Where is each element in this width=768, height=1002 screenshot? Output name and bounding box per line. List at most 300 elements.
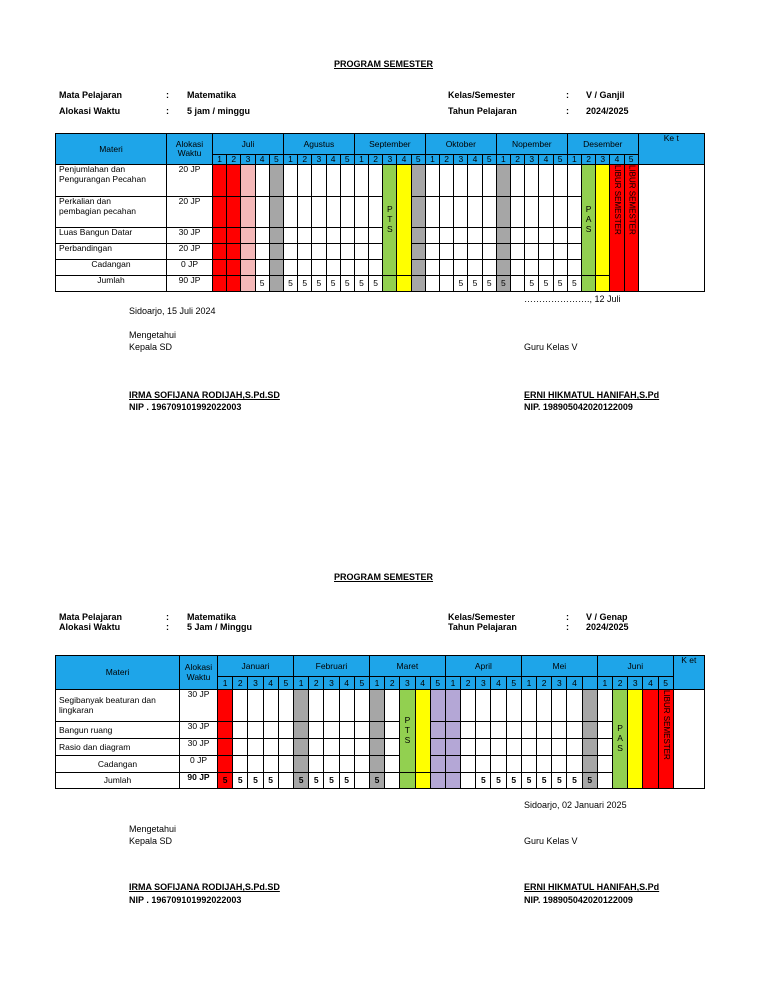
week-cell (339, 722, 354, 739)
week-total: 5 (298, 276, 312, 292)
week-cell (582, 690, 597, 722)
week-cell (269, 165, 283, 197)
week-header: 1 (496, 155, 510, 165)
kepala-nip: NIP . 196709101992022003 (129, 895, 242, 905)
week-header: 1 (521, 677, 536, 690)
month-header: Nopember (496, 134, 567, 155)
week-cell (298, 244, 312, 260)
week-header: 1 (445, 677, 460, 690)
week-cell (385, 756, 400, 773)
mapel-value: Matematika (187, 90, 237, 100)
materi-line: Perkalian dan (59, 196, 111, 206)
week-cell (312, 197, 326, 228)
week-cell (482, 260, 496, 276)
week-cell (567, 739, 582, 756)
week-cell (255, 197, 269, 228)
week-cell (454, 228, 468, 244)
week-cell (445, 722, 460, 739)
week-cell (227, 244, 241, 260)
week-cell (263, 739, 278, 756)
week-total (383, 276, 397, 292)
guru-name: ERNI HIKMATUL HANIFAH,S.Pd (524, 882, 660, 892)
week-cell (309, 722, 324, 739)
place-date: Sidoarjo, 15 Juli 2024 (129, 306, 216, 316)
week-cell (454, 244, 468, 260)
week-cell (510, 197, 524, 228)
week-cell (294, 690, 309, 722)
week-cell (369, 197, 383, 228)
week-cell (294, 722, 309, 739)
week-cell (461, 690, 476, 722)
week-cell (213, 228, 227, 244)
week-header: 1 (218, 677, 233, 690)
week-header: 1 (283, 155, 297, 165)
week-cell (227, 197, 241, 228)
week-total: 5 (283, 276, 297, 292)
tahun-value: 2024/2025 (586, 106, 629, 116)
week-header: 2 (385, 677, 400, 690)
week-header: 4 (255, 155, 269, 165)
date-right: …………………., 12 Juli (524, 294, 621, 304)
week-cell (233, 739, 248, 756)
week-total (400, 773, 415, 789)
week-total: 5 (324, 773, 339, 789)
header-alokasi: Alokasi Waktu (167, 134, 213, 165)
week-cell (506, 722, 521, 739)
week-total: 5 (369, 276, 383, 292)
week-cell (440, 244, 454, 260)
week-cell (227, 260, 241, 276)
week-cell (553, 197, 567, 228)
week-header: 5 (658, 677, 673, 690)
week-cell (213, 260, 227, 276)
week-cell (425, 244, 439, 260)
week-cell (454, 197, 468, 228)
kelas-label: Kelas/Semester (448, 612, 516, 622)
week-total: 5 (525, 276, 539, 292)
week-header: 2 (298, 155, 312, 165)
week-cell (425, 165, 439, 197)
libur-block (610, 165, 624, 292)
materi-cell (56, 165, 167, 197)
kelas-value: V / Genap (586, 612, 628, 622)
colon: : (566, 622, 569, 632)
week-cell (553, 244, 567, 260)
week-cell (510, 244, 524, 260)
week-total (597, 773, 612, 789)
week-cell (269, 260, 283, 276)
schedule-table (55, 133, 705, 292)
week-cell (248, 722, 263, 739)
week-total (411, 276, 425, 292)
week-header: 1 (369, 677, 384, 690)
week-cell (582, 739, 597, 756)
week-total (213, 276, 227, 292)
week-cell (263, 756, 278, 773)
week-cell (326, 165, 340, 197)
alokasi-cell: 90 JP (167, 276, 213, 292)
page-title: PROGRAM SEMESTER (334, 572, 434, 582)
week-cell (283, 165, 297, 197)
week-cell (510, 165, 524, 197)
alokasi-cell: 20 JP (167, 165, 213, 197)
week-cell (354, 739, 369, 756)
week-header: 3 (248, 677, 263, 690)
week-total (397, 276, 411, 292)
week-cell (552, 739, 567, 756)
month-header: Maret (369, 656, 445, 677)
week-cell (553, 228, 567, 244)
week-total: 5 (248, 773, 263, 789)
kepala-title: Kepala SD (129, 836, 173, 846)
week-cell (597, 739, 612, 756)
week-header: 3 (454, 155, 468, 165)
pts-block-label: P T S (387, 204, 393, 234)
mengetahui: Mengetahui (129, 824, 177, 834)
week-cell (440, 197, 454, 228)
week-cell (539, 165, 553, 197)
week-total (415, 773, 430, 789)
materi-cell: Cadangan (56, 756, 180, 773)
week-cell (491, 756, 506, 773)
week-total: 5 (369, 773, 384, 789)
week-header: 3 (383, 155, 397, 165)
week-header: 5 (430, 677, 445, 690)
materi-line: Pengurangan Pecahan (59, 173, 146, 184)
week-cell (521, 756, 536, 773)
week-header: 2 (537, 677, 552, 690)
week-header: 5 (553, 155, 567, 165)
week-header: 3 (241, 155, 255, 165)
week-cell (461, 722, 476, 739)
alokasi-cell: 30 JP (180, 739, 218, 756)
week-total: 5 (537, 773, 552, 789)
week-header: 3 (476, 677, 491, 690)
kepala-title: Kepala SD (129, 342, 173, 352)
week-cell (248, 690, 263, 722)
week-header: 3 (552, 677, 567, 690)
alokasi-value: 5 Jam / Minggu (187, 622, 253, 632)
header-alokasi: Alokasi Waktu (180, 656, 218, 690)
week-total (354, 773, 369, 789)
week-cell (597, 756, 612, 773)
week-cell (496, 228, 510, 244)
week-cell (354, 244, 368, 260)
month-header: Januari (218, 656, 294, 677)
week-cell (582, 722, 597, 739)
week-header: 2 (581, 155, 595, 165)
week-total: 5 (521, 773, 536, 789)
week-cell (468, 165, 482, 197)
materi-cell: Bangun ruang (56, 722, 180, 739)
month-header: Mei (521, 656, 597, 677)
guru-title: Guru Kelas V (524, 342, 578, 352)
week-total (425, 276, 439, 292)
week-header: 2 (510, 155, 524, 165)
week-cell (510, 260, 524, 276)
week-cell (537, 690, 552, 722)
week-cell (218, 756, 233, 773)
colon: : (166, 622, 169, 632)
pas-block (613, 690, 628, 789)
week-cell (263, 690, 278, 722)
week-cell (537, 722, 552, 739)
week-header: 4 (567, 677, 582, 690)
week-cell (339, 756, 354, 773)
week-total (278, 773, 293, 789)
mengetahui: Mengetahui (129, 330, 177, 340)
kepala-name: IRMA SOFIJANA RODIJAH,S.Pd.SD (129, 390, 280, 400)
week-cell (440, 228, 454, 244)
week-cell (385, 690, 400, 722)
week-cell (597, 722, 612, 739)
month-header: Februari (294, 656, 370, 677)
week-cell (496, 260, 510, 276)
week-cell (278, 690, 293, 722)
colon: : (566, 90, 569, 100)
week-cell (411, 244, 425, 260)
week-cell (283, 228, 297, 244)
materi-line: Segibanyak beaturan dan (59, 694, 156, 705)
week-cell (369, 228, 383, 244)
week-total (241, 276, 255, 292)
week-cell (445, 756, 460, 773)
week-header: 2 (233, 677, 248, 690)
month-header: Agustus (283, 134, 354, 155)
week-header: 4 (643, 677, 658, 690)
week-cell (283, 244, 297, 260)
week-cell (213, 197, 227, 228)
week-cell (218, 690, 233, 722)
week-header: 2 (613, 677, 628, 690)
colon: : (566, 612, 569, 622)
week-cell (354, 690, 369, 722)
materi-cell: Rasio dan diagram (56, 739, 180, 756)
week-cell (525, 260, 539, 276)
libur-block (624, 165, 638, 292)
week-header: 2 (369, 155, 383, 165)
week-cell (339, 690, 354, 722)
week-cell (298, 197, 312, 228)
ket-cell (673, 690, 704, 789)
week-total: 5 (552, 773, 567, 789)
week-header: 1 (567, 155, 581, 165)
week-cell (340, 197, 354, 228)
kelas-label: Kelas/Semester (448, 90, 516, 100)
tahun-value: 2024/2025 (586, 622, 629, 632)
week-header: 4 (468, 155, 482, 165)
mapel-label: Mata Pelajaran (59, 612, 123, 622)
week-total: 5 (506, 773, 521, 789)
week-cell (597, 690, 612, 722)
week-cell (227, 165, 241, 197)
week-total (227, 276, 241, 292)
week-cell (510, 228, 524, 244)
week-cell (340, 165, 354, 197)
week-header: 5 (482, 155, 496, 165)
week-cell (582, 756, 597, 773)
mapel-label: Mata Pelajaran (59, 90, 123, 100)
week-cell (269, 228, 283, 244)
week-cell (233, 756, 248, 773)
week-total: 5 (582, 773, 597, 789)
week-cell (482, 197, 496, 228)
week-cell (339, 739, 354, 756)
week-total: 5 (539, 276, 553, 292)
libur-block-label: LIBUR SEMESTER (627, 165, 637, 235)
month-header: Juli (213, 134, 284, 155)
week-cell (567, 260, 581, 276)
pts-yellow-block (415, 690, 430, 773)
week-cell (491, 690, 506, 722)
pas-block-label: P A S (617, 723, 623, 753)
alokasi-label: Alokasi Waktu (59, 622, 121, 632)
week-cell (312, 165, 326, 197)
week-cell (278, 739, 293, 756)
colon: : (566, 106, 569, 116)
week-cell (340, 244, 354, 260)
week-cell (553, 260, 567, 276)
week-header: 5 (340, 155, 354, 165)
week-cell (506, 739, 521, 756)
guru-nip: NIP. 198905042020122009 (524, 402, 633, 412)
week-cell (521, 722, 536, 739)
week-total (440, 276, 454, 292)
week-total: 5 (567, 276, 581, 292)
week-cell (354, 722, 369, 739)
week-cell (552, 722, 567, 739)
week-total (445, 773, 460, 789)
week-cell (369, 244, 383, 260)
week-total: 5 (482, 276, 496, 292)
week-header: 3 (628, 677, 643, 690)
pts-yellow-block (397, 165, 411, 276)
week-cell (255, 244, 269, 260)
week-cell (430, 756, 445, 773)
pas-block (581, 165, 595, 276)
week-total: 5 (340, 276, 354, 292)
colon: : (166, 106, 169, 116)
table-row (56, 722, 705, 739)
week-cell (241, 228, 255, 244)
week-cell (567, 197, 581, 228)
week-cell (567, 228, 581, 244)
week-header: 2 (440, 155, 454, 165)
week-cell (411, 228, 425, 244)
week-cell (248, 756, 263, 773)
colon: : (166, 90, 169, 100)
week-header: 3 (324, 677, 339, 690)
week-total: 5 (294, 773, 309, 789)
week-cell (269, 197, 283, 228)
week-header: 5 (269, 155, 283, 165)
week-header: 1 (597, 677, 612, 690)
week-cell (324, 722, 339, 739)
week-cell (445, 739, 460, 756)
materi-line: pembagian pecahan (59, 205, 137, 216)
week-total: 5 (496, 276, 510, 292)
week-total (581, 276, 595, 292)
week-header: 5 (411, 155, 425, 165)
week-cell (326, 244, 340, 260)
week-total: 5 (218, 773, 233, 789)
alokasi-cell: 0 JP (180, 756, 218, 773)
kelas-value: V / Ganjil (586, 90, 625, 100)
week-cell (227, 228, 241, 244)
header-ket: K et (673, 656, 704, 690)
week-cell (354, 228, 368, 244)
alokasi-cell: 0 JP (167, 260, 213, 276)
week-header: 4 (263, 677, 278, 690)
week-header: 2 (461, 677, 476, 690)
week-cell (567, 165, 581, 197)
week-total: 5 (233, 773, 248, 789)
week-cell (218, 739, 233, 756)
week-header: 1 (213, 155, 227, 165)
week-total: 5 (454, 276, 468, 292)
week-cell (326, 228, 340, 244)
materi-cell (56, 197, 167, 228)
week-cell (385, 739, 400, 756)
month-header: Juni (597, 656, 673, 677)
week-cell (425, 260, 439, 276)
materi-line: lingkaran (59, 704, 94, 715)
alokasi-label: Alokasi Waktu (59, 106, 121, 116)
week-cell (539, 244, 553, 260)
week-cell (482, 165, 496, 197)
week-cell (468, 197, 482, 228)
week-cell (476, 739, 491, 756)
week-total (596, 276, 610, 292)
week-header: 4 (339, 677, 354, 690)
week-header: 3 (596, 155, 610, 165)
week-cell (326, 197, 340, 228)
week-total (510, 276, 524, 292)
week-cell (369, 260, 383, 276)
week-total (269, 276, 283, 292)
week-cell (255, 165, 269, 197)
week-total: 5 (309, 773, 324, 789)
week-cell (294, 739, 309, 756)
week-cell (537, 756, 552, 773)
header-materi: Materi (56, 134, 167, 165)
libur-block (658, 690, 673, 789)
week-total: 5 (553, 276, 567, 292)
week-header: 4 (491, 677, 506, 690)
week-cell (294, 756, 309, 773)
week-cell (525, 244, 539, 260)
place-date: Sidoarjo, 02 Januari 2025 (524, 800, 627, 810)
week-cell (567, 244, 581, 260)
tahun-label: Tahun Pelajaran (448, 106, 517, 116)
libur-block-label: LIBUR SEMESTER (613, 165, 623, 235)
week-cell (440, 165, 454, 197)
week-cell (241, 165, 255, 197)
week-header: 2 (309, 677, 324, 690)
week-cell (309, 756, 324, 773)
materi-text (59, 197, 136, 217)
week-cell (369, 756, 384, 773)
week-total: 5 (567, 773, 582, 789)
week-cell (213, 244, 227, 260)
week-cell (241, 260, 255, 276)
week-total (430, 773, 445, 789)
week-cell (312, 244, 326, 260)
week-cell (496, 165, 510, 197)
page-title: PROGRAM SEMESTER (334, 59, 434, 69)
materi-cell: Perbandingan (56, 244, 167, 260)
week-cell (539, 260, 553, 276)
